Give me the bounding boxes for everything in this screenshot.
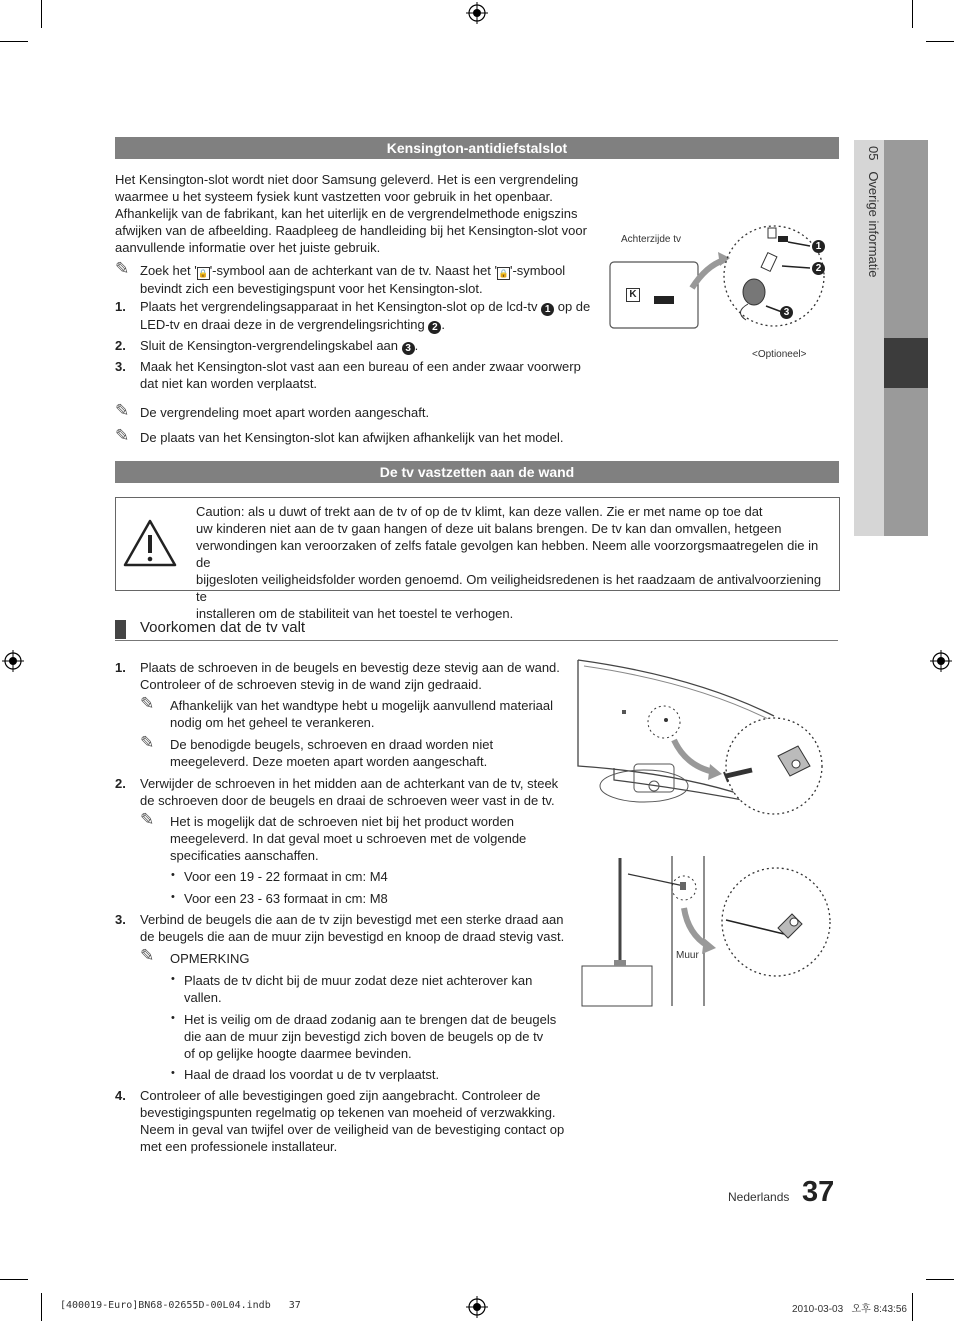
- registration-mark-icon: [930, 650, 952, 672]
- subheading-rule: [115, 640, 838, 641]
- kensington-step-2: Sluit de Kensington-vergrendelingskabel aan 3 .: [140, 338, 419, 354]
- bullet-icon: •: [171, 869, 175, 881]
- step-number: 3.: [115, 912, 126, 927]
- step-number: 2.: [115, 338, 126, 353]
- kensington-step-1: Plaats het vergrendelingsapparaat in het Kensington-slot op de lcd-tv 1 op de LED-tv en draai deze in de vergrendelingsrichting 2 .: [140, 299, 591, 333]
- callout-3-icon: 3: [402, 342, 415, 355]
- step-number: 2.: [115, 776, 126, 791]
- tv-back-bracket-figure: [574, 656, 838, 816]
- fall-step-2-note: Het is mogelijk dat de schroeven niet bij het product worden meegeleverd. In dat geval moet u schroeven met de volgende specificaties aanschaffen.: [170, 814, 527, 863]
- note-pencil-icon: ✎: [140, 733, 155, 752]
- kensington-step-3: Maak het Kensington-slot vast aan een bureau of een ander zwaar voorwerp dat niet kan worden verplaatst.: [140, 359, 581, 391]
- fall-step-3-bullet-2: Het is veilig om de draad zodanig aan te brengen dat de beugels die aan de muur zijn bevestigd zich boven de beugels op de tv of op gelijke hoogte daarmee bevinden.: [184, 1012, 557, 1061]
- tv-wall-cord-figure: [580, 856, 838, 1010]
- caution-text: Caution: als u duwt of trekt aan de tv of op de tv klimt, kan deze vallen. Zie er met name op toe dat uw kinderen niet aan de tv gaan hangen of deze uit balans brengen. De tv kan dan omvallen, hetgeen verwondingen kan veroorzaken of zelfs fatale gevolgen kan hebben. Neem alle voorzorgsmaatregelen die in de bijgesloten veiligheidsfolder worden genoemd. Om veiligheidsredenen is het raadzaam de antivalvoorziening te installeren om de stabiliteit van het toestel te verhogen.: [196, 504, 822, 621]
- bullet-icon: •: [171, 973, 175, 985]
- chapter-label: 05 Overige informatie: [866, 146, 881, 278]
- fall-step-1-note-2: De benodigde beugels, schroeven en draad worden niet meegeleverd. Deze moeten apart worden aangeschaft.: [170, 737, 494, 769]
- callout-1-icon: 1: [541, 303, 554, 316]
- figure-label-back: Achterzijde tv: [621, 234, 682, 245]
- registration-mark-icon: [466, 2, 488, 24]
- footer-timestamp: 2010-03-03 오후 8:43:56: [792, 1304, 907, 1315]
- screw-spec-m4: Voor een 19 - 22 formaat in cm: M4: [184, 869, 388, 884]
- subheading-prevent-fall: Voorkomen dat de tv valt: [140, 619, 306, 636]
- step-number: 3.: [115, 359, 126, 374]
- step-number: 1.: [115, 299, 126, 314]
- crop-mark: [41, 1293, 42, 1321]
- bullet-icon: •: [171, 1012, 175, 1024]
- fall-step-1-note-1: Afhankelijk van het wandtype hebt u mogelijk aanvullend materiaal nodig om het geheel te verankeren.: [170, 698, 554, 730]
- note-label: OPMERKING: [170, 951, 250, 966]
- kensington-lock-icon: 🔒: [498, 269, 509, 278]
- figure-label-optional: <Optioneel>: [752, 349, 807, 360]
- note-pencil-icon: ✎: [140, 694, 155, 713]
- fall-step-3-bullet-3: Haal de draad los voordat u de tv verplaatst.: [184, 1067, 440, 1082]
- fall-step-1: Plaats de schroeven in de beugels en bevestig deze stevig aan de wand. Controleer of de schroeven stevig in de wand zijn gedraaid.: [140, 660, 560, 692]
- note-pencil-icon: ✎: [115, 401, 130, 420]
- section-heading-wall: De tv vastzetten aan de wand: [115, 461, 839, 483]
- crop-mark: [0, 1279, 28, 1280]
- note-pencil-icon: ✎: [140, 810, 155, 829]
- subheading-marker: [115, 620, 126, 639]
- page-number: 37: [802, 1176, 835, 1208]
- footer-language: Nederlands: [728, 1190, 790, 1204]
- callout-1-icon: 1: [812, 240, 825, 253]
- registration-mark-icon: [2, 650, 24, 672]
- kensington-note-symbol: Zoek het ' 🔒 '-symbool aan de achterkant van de tv. Naast het ' 🔒 '-symbool bevindt zich een bevestigingspunt voor het Kensington-slot.: [140, 263, 566, 296]
- figure-label-wall: Muur: [676, 950, 699, 961]
- crop-mark: [926, 41, 954, 42]
- crop-mark: [0, 41, 28, 42]
- crop-mark: [41, 0, 42, 28]
- bullet-icon: •: [171, 1067, 175, 1079]
- fall-step-4: Controleer of alle bevestigingen goed zijn aangebracht. Controleer de bevestigingspunten regelmatig op tekenen van moeheid of verzwakking. Neem in geval van twijfel over de veiligheid van de bevestiging contact op met een professionele installateur.: [140, 1088, 565, 1154]
- step-number: 4.: [115, 1088, 126, 1103]
- crop-mark: [926, 1279, 954, 1280]
- bullet-icon: •: [171, 891, 175, 903]
- step-number: 1.: [115, 660, 126, 675]
- callout-2-icon: 2: [428, 321, 441, 334]
- registration-mark-icon: [466, 1296, 488, 1318]
- fall-step-3-bullet-1: Plaats de tv dicht bij de muur zodat deze niet achterover kan vallen.: [184, 973, 533, 1005]
- fall-step-3: Verbind de beugels die aan de tv zijn bevestigd met een sterke draad aan de beugels die aan de muur zijn bevestigd en knoop de draad stevig vast.: [140, 912, 565, 944]
- warning-triangle-icon: [122, 518, 178, 568]
- kensington-lock-icon: 🔒: [198, 269, 209, 278]
- chapter-tab-marker: [884, 338, 928, 388]
- footer-file: [400019-Euro]BN68-02655D-00L04.indb 37: [60, 1300, 301, 1311]
- kensington-figure: [606, 216, 836, 346]
- note-pencil-icon: ✎: [115, 259, 130, 278]
- callout-2-icon: 2: [812, 262, 825, 275]
- kensington-note-location: De plaats van het Kensington-slot kan afwijken afhankelijk van het model.: [140, 430, 564, 445]
- crop-mark: [912, 0, 913, 28]
- kensington-note-purchase: De vergrendeling moet apart worden aangeschaft.: [140, 405, 430, 420]
- callout-3-icon: 3: [780, 306, 793, 319]
- screw-spec-m8: Voor een 23 - 63 formaat in cm: M8: [184, 891, 388, 906]
- kensington-k-symbol: K: [626, 288, 640, 302]
- crop-mark: [912, 1293, 913, 1321]
- note-pencil-icon: ✎: [115, 426, 130, 445]
- note-pencil-icon: ✎: [140, 946, 155, 965]
- kensington-intro: Het Kensington-slot wordt niet door Samsung geleverd. Het is een vergrendeling waarmee u het systeem fysiek kunt vastzetten voor gebruik in het openbaar. Afhankelijk van de fabrikant, kan het uiterlijk en de vergrendelmethode enigszins afwijken van de afbeelding. Raadpleeg de handleiding bij het Kensington-slot voor aanvullende informatie over het juiste gebruik.: [115, 172, 587, 255]
- section-heading-kensington: Kensington-antidiefstalslot: [115, 137, 839, 159]
- fall-step-2: Verwijder de schroeven in het midden aan de achterkant van de tv, steek de schroeven door de beugels en draai de schroeven weer vast in de tv.: [140, 776, 559, 808]
